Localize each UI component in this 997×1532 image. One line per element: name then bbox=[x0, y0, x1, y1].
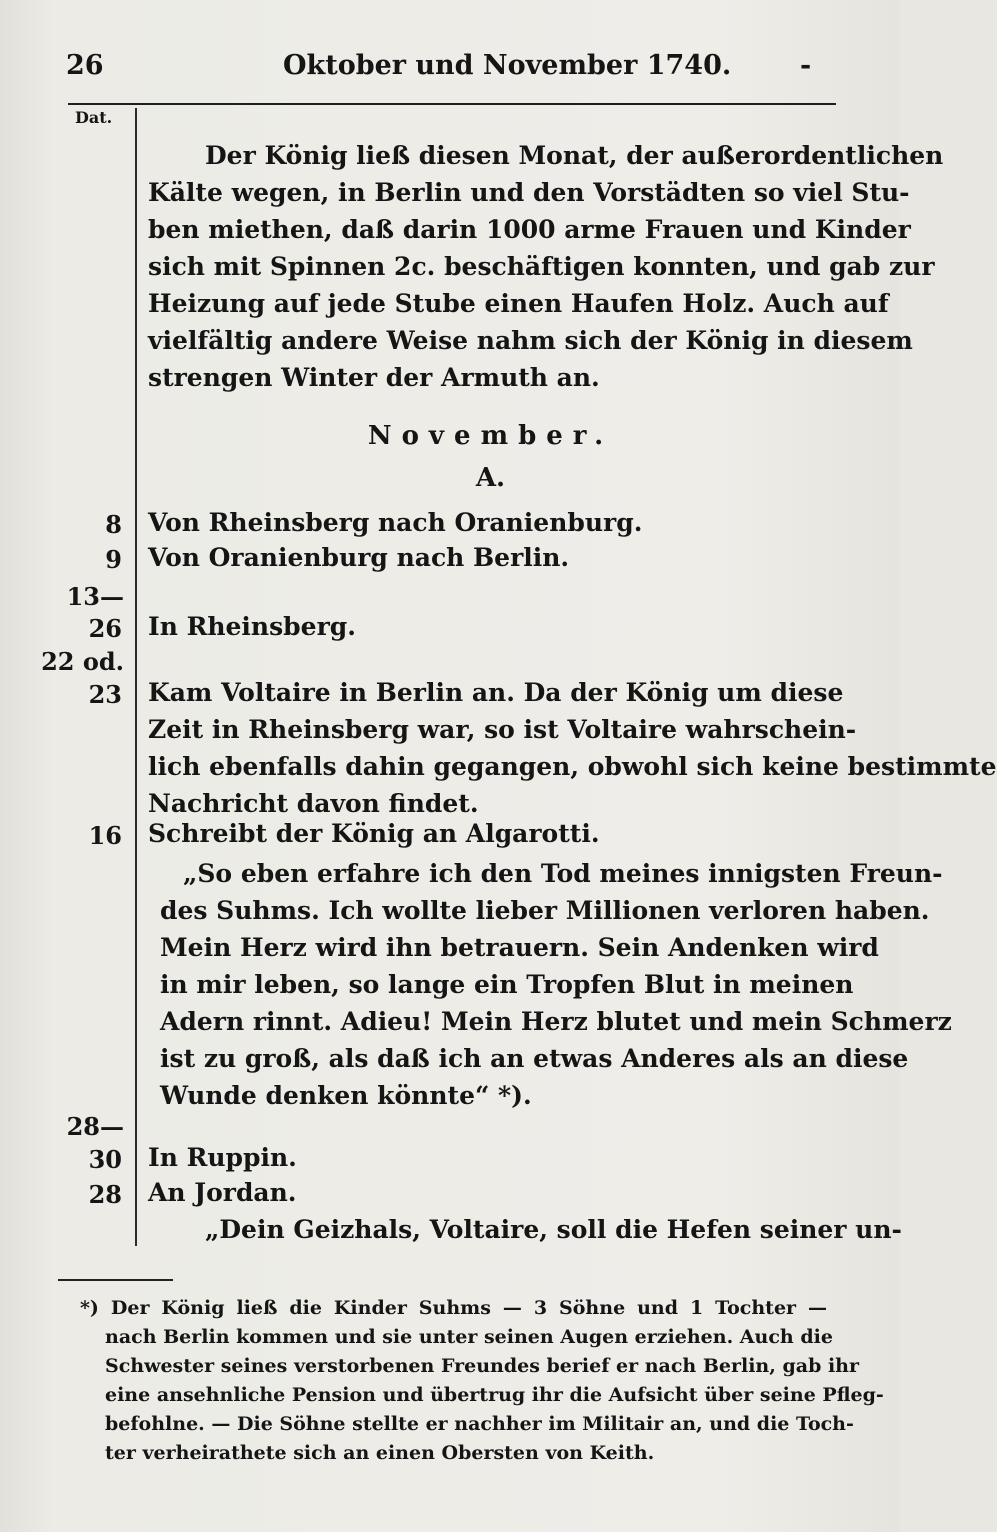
para1-line: sich mit Spinnen 2c. beschäftigen konnten, und gab zur bbox=[148, 252, 935, 281]
footnote-line: eine ansehnliche Pension und übertrug ihr die Aufsicht über seine Pfleg- bbox=[105, 1384, 884, 1406]
para1-line: Der König ließ diesen Monat, der außerordentlichen bbox=[205, 141, 944, 170]
entry-date: 26 bbox=[88, 614, 122, 643]
quote-line: Wunde denken könnte“ *). bbox=[160, 1081, 532, 1110]
entry-date: 28 bbox=[88, 1180, 122, 1209]
quote-line: „So eben erfahre ich den Tod meines innigsten Freun- bbox=[183, 859, 943, 888]
section-heading: A. bbox=[475, 463, 506, 493]
entry-text: In Rheinsberg. bbox=[148, 612, 356, 641]
entry16-intro: Schreibt der König an Algarotti. bbox=[148, 819, 600, 848]
entry-text: An Jordan. bbox=[148, 1178, 297, 1207]
footnote-line: Schwester seines verstorbenen Freundes berief er nach Berlin, gab ihr bbox=[105, 1355, 860, 1377]
running-header bbox=[0, 50, 900, 90]
footnote-line: *) Der König ließ die Kinder Suhms — 3 Söhne und 1 Tochter — bbox=[80, 1297, 827, 1319]
entry-text: In Ruppin. bbox=[148, 1143, 297, 1172]
quote-line: Adern rinnt. Adieu! Mein Herz blutet und mein Schmerz bbox=[160, 1007, 952, 1036]
show-through-left bbox=[0, 135, 80, 1135]
footnote-line: ter verheirathete sich an einen Obersten von Keith. bbox=[105, 1442, 655, 1464]
para1-line: strengen Winter der Armuth an. bbox=[148, 363, 600, 392]
entry-date: 13— bbox=[66, 582, 124, 611]
entry-text: Von Oranienburg nach Berlin. bbox=[148, 543, 570, 572]
entry-date: 30 bbox=[88, 1145, 122, 1174]
entry23-line: lich ebenfalls dahin gegangen, obwohl sich keine bestimmte bbox=[148, 752, 997, 781]
entry-date: 8 bbox=[105, 510, 122, 539]
header-rule bbox=[68, 103, 836, 105]
para1-line: Heizung auf jede Stube einen Haufen Holz. Auch auf bbox=[148, 289, 889, 318]
para1-line: Kälte wegen, in Berlin und den Vorstädten so viel Stu- bbox=[148, 178, 910, 207]
entry-date: 23 bbox=[88, 680, 122, 709]
quote-line: des Suhms. Ich wollte lieber Millionen verloren haben. bbox=[160, 896, 930, 925]
entry23-line: Nachricht davon findet. bbox=[148, 789, 479, 818]
entry-date: 9 bbox=[105, 545, 122, 574]
page-number: 26 bbox=[66, 50, 104, 81]
header-mark: - bbox=[800, 50, 812, 81]
entry23-line: Kam Voltaire in Berlin an. Da der König um diese bbox=[148, 678, 844, 707]
entry-date: 28— bbox=[66, 1112, 124, 1141]
para1-line: vielfältig andere Weise nahm sich der König in diesem bbox=[148, 326, 913, 355]
quote-line: Mein Herz wird ihn betrauern. Sein Andenken wird bbox=[160, 933, 879, 962]
quote-line: ist zu groß, als daß ich an etwas Anderes als an diese bbox=[160, 1044, 909, 1073]
entry-date: 22 od. bbox=[41, 647, 124, 676]
running-title: Oktober und November 1740. bbox=[283, 50, 732, 81]
footnote-line: befohlne. — Die Söhne stellte er nachher im Militair an, und die Toch- bbox=[105, 1413, 854, 1435]
footnote-line: nach Berlin kommen und sie unter seinen Augen erziehen. Auch die bbox=[105, 1326, 833, 1348]
date-column-divider bbox=[135, 108, 137, 1246]
quote-line: „Dein Geizhals, Voltaire, soll die Hefen seiner un- bbox=[205, 1215, 902, 1244]
entry23-line: Zeit in Rheinsberg war, so ist Voltaire wahrschein- bbox=[148, 715, 857, 744]
quote-line: in mir leben, so lange ein Tropfen Blut in meinen bbox=[160, 970, 854, 999]
entry-date: 16 bbox=[88, 821, 122, 850]
month-heading: November. bbox=[367, 421, 614, 451]
footnote-rule bbox=[58, 1279, 173, 1281]
para1-line: ben miethen, daß darin 1000 arme Frauen und Kinder bbox=[148, 215, 911, 244]
date-column-label: Dat. bbox=[75, 108, 113, 127]
entry-text: Von Rheinsberg nach Oranienburg. bbox=[148, 508, 643, 537]
